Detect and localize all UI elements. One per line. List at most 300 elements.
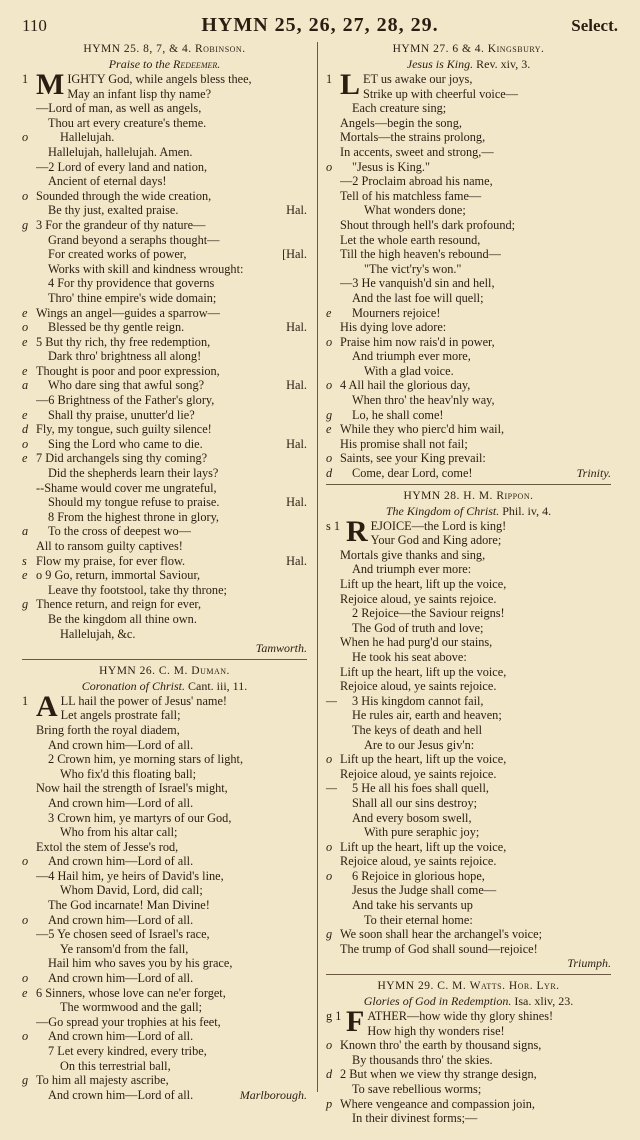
verse-line (326, 738, 611, 753)
dynamic-mark (326, 665, 340, 680)
line-text: And every bosom swell, (352, 810, 472, 825)
line-text: —6 Brightness of the Father's glory, (36, 393, 215, 408)
line-text: Lift up the heart, lift up the voice, (340, 839, 507, 854)
line-text: With pure seraphic joy; (364, 825, 480, 840)
dynamic-mark (326, 349, 340, 364)
verse-line (326, 548, 611, 563)
verse-line (22, 1029, 307, 1044)
dynamic-mark: d (22, 422, 29, 437)
verse-line (326, 577, 611, 592)
line-text: Sing the Lord who came to die. (48, 436, 203, 451)
verse-line (326, 233, 611, 248)
line-text: Thro' thine empire's wide domain; (48, 290, 217, 305)
dynamic-mark: e (22, 568, 28, 583)
dynamic-mark: e (326, 422, 332, 437)
hymn-tune: Duman. (191, 664, 230, 677)
dynamic-mark (22, 1059, 36, 1074)
line-text: To save rebellious worms; (352, 1082, 482, 1096)
refrain-mark (303, 189, 307, 204)
verse-line (22, 1059, 307, 1074)
hymn-heading (22, 664, 307, 679)
dynamic-mark (22, 883, 36, 898)
verse-line (326, 811, 611, 826)
refrain-mark (607, 738, 611, 753)
dynamic-mark (22, 262, 36, 277)
dynamic-mark (22, 869, 36, 884)
refrain-mark (607, 189, 611, 204)
dynamic-mark (22, 466, 36, 481)
verse-line (22, 408, 307, 423)
line-text: Rejoice aloud, ye saints rejoice. (340, 591, 497, 606)
verse-line: ATHER—how wide thy glory shines! (367, 1009, 554, 1024)
verse-line (326, 752, 611, 767)
dynamic-mark (326, 577, 340, 592)
refrain-mark (303, 869, 307, 884)
line-text: 8 From the highest throne in glory, (48, 509, 219, 524)
verse-line (326, 942, 611, 957)
verse-line (326, 174, 611, 189)
verse-line (326, 869, 611, 884)
verse-line (22, 335, 307, 350)
verse-line (22, 854, 307, 869)
verse-line (326, 364, 611, 379)
dynamic-mark (22, 781, 36, 796)
refrain-mark (607, 378, 611, 393)
right-column (326, 42, 611, 1126)
dynamic-mark (326, 825, 340, 840)
hymn-heading (326, 489, 611, 504)
verse-line (326, 1082, 611, 1097)
line-text: Grand beyond a seraphs thought— (48, 232, 220, 247)
dynamic-mark (326, 767, 340, 782)
refrain-mark (303, 130, 307, 145)
refrain-mark (303, 218, 307, 233)
verse-line (22, 956, 307, 971)
page-number: 110 (22, 16, 47, 35)
line-text: He rules air, earth and heaven; (352, 708, 502, 723)
verse-line (326, 562, 611, 577)
refrain-mark (303, 451, 307, 466)
dynamic-mark (22, 1044, 36, 1059)
refrain-mark (303, 160, 307, 175)
line-text: To their eternal home: (364, 912, 473, 927)
refrain-mark (607, 1038, 611, 1053)
verse-line (22, 1000, 307, 1015)
line-text: Whom David, Lord, did call; (60, 883, 203, 898)
running-title: HYMN 25, 26, 27, 28, 29. (201, 14, 439, 36)
line-text: Mourners rejoice! (352, 305, 441, 320)
verse-line (326, 1038, 611, 1053)
dynamic-mark (326, 145, 340, 160)
dynamic-mark: — (326, 693, 337, 708)
refrain-mark (607, 291, 611, 306)
refrain-mark (303, 262, 307, 277)
refrain-mark (303, 364, 307, 379)
dynamic-mark: o (326, 334, 333, 349)
line-text: Mortals—the strains prolong, (340, 130, 486, 145)
line-text: The keys of death and hell (352, 722, 483, 737)
dynamic-mark (326, 708, 340, 723)
refrain-mark (607, 320, 611, 335)
line-text: Should my tongue refuse to praise. (48, 495, 220, 510)
dynamic-mark: g (326, 407, 333, 422)
verse-line: EJOICE—the Lord is king! (370, 518, 507, 533)
refrain-mark (303, 825, 307, 840)
line-text: And triumph ever more: (352, 562, 472, 577)
dynamic-mark (326, 291, 340, 306)
hymn-tune: Kingsbury. (487, 43, 545, 55)
dynamic-mark (22, 927, 36, 942)
verse-line (22, 116, 307, 131)
refrain-mark: [Hal. (282, 247, 307, 262)
line-text: Who fix'd this floating ball; (60, 766, 197, 781)
refrain-mark (303, 583, 307, 598)
hymn-separator (326, 484, 611, 485)
verse-line (326, 694, 611, 709)
dynamic-mark (326, 548, 340, 563)
refrain-mark (303, 1029, 307, 1044)
verse-line (326, 796, 611, 811)
dynamic-mark (22, 291, 36, 306)
refrain-mark (607, 811, 611, 826)
line-text: —Go spread your trophies at his feet, (36, 1014, 221, 1029)
verse-line (22, 524, 307, 539)
dynamic-mark (22, 495, 36, 510)
line-text: And crown him—Lord of all. (48, 971, 194, 986)
verse-line (326, 1111, 611, 1126)
line-text: Extol the stem of Jesse's rod, (36, 839, 179, 854)
verse-line (22, 306, 307, 321)
refrain-mark (303, 752, 307, 767)
verse-line (22, 437, 307, 452)
verse-line (326, 335, 611, 350)
line-text: Shall all our sins destroy; (352, 795, 478, 810)
line-text: And crown him—Lord of all. (48, 1029, 194, 1044)
refrain-mark (607, 825, 611, 840)
refrain-mark (607, 364, 611, 379)
line-text: Be thy just, exalted praise. (48, 203, 179, 218)
refrain-mark (607, 335, 611, 350)
line-text: Wings an angel—guides a sparrow— (36, 305, 220, 320)
dynamic-mark (326, 262, 340, 277)
line-text: 2 Crown him, ye morning stars of light, (48, 752, 244, 767)
dynamic-mark (22, 956, 36, 971)
verse-line (326, 160, 611, 175)
verse-line (22, 495, 307, 510)
dynamic-mark (22, 233, 36, 248)
refrain-mark (303, 101, 307, 116)
verse-line (22, 262, 307, 277)
verse-line (22, 466, 307, 481)
subtitle-text: Coronation of Christ. (81, 678, 185, 693)
line-text: 3 His kingdom cannot fail, (352, 693, 484, 708)
dynamic-mark (326, 562, 340, 577)
refrain-mark (607, 1111, 611, 1126)
line-text: —Lord of man, as well as angels, (36, 101, 202, 116)
scripture-reference: Rev. xiv, 3. (476, 57, 531, 71)
hymn-separator (22, 659, 307, 660)
line-text: Hallelujah, &c. (60, 626, 136, 641)
verse-line (22, 130, 307, 145)
dynamic-mark: e (22, 363, 28, 378)
running-head (22, 14, 618, 44)
hymn-tune: Rippon. (496, 489, 534, 502)
refrain-mark: Hal. (286, 495, 307, 510)
refrain-mark (607, 650, 611, 665)
refrain-mark: Hal. (286, 436, 307, 451)
refrain-mark: Hal. (286, 378, 307, 393)
verse-line (326, 723, 611, 738)
dynamic-mark: o (22, 436, 29, 451)
line-text: Thought is poor and poor expression, (36, 363, 220, 378)
hymn-25 (22, 42, 307, 656)
refrain-mark (303, 1044, 307, 1059)
verse-line (326, 708, 611, 723)
line-text: And take his servants up (352, 898, 473, 913)
verse-line (22, 971, 307, 986)
refrain-mark (303, 393, 307, 408)
line-text: 3 Crown him, ye martyrs of our God, (48, 810, 232, 825)
hymn-heading (22, 42, 307, 57)
hymn-subtitle (326, 994, 611, 1009)
hymn-subtitle (22, 57, 307, 72)
line-text: And crown him—Lord of all. (48, 1087, 194, 1102)
hymn-lines (326, 1038, 611, 1126)
refrain-mark (607, 898, 611, 913)
line-text: Shout through hell's dark profound; (340, 217, 516, 232)
refrain-mark: Hal. (286, 203, 307, 218)
subtitle-caps: Redeemer. (173, 57, 221, 71)
verse-line (22, 767, 307, 782)
refrain-mark (303, 408, 307, 423)
verse-line (22, 796, 307, 811)
line-text: While they who pierc'd him wail, (340, 422, 505, 437)
dynamic-mark (22, 898, 36, 913)
dynamic-mark (22, 276, 36, 291)
line-text: In accents, sweet and strong,— (340, 144, 494, 159)
verse-line (326, 262, 611, 277)
line-text: —2 Proclaim abroad his name, (340, 174, 493, 189)
drop-cap: A (36, 689, 58, 723)
line-text: Who dare sing that awful song? (48, 378, 205, 393)
refrain-mark (607, 665, 611, 680)
refrain-mark (303, 913, 307, 928)
verse-line (22, 481, 307, 496)
dynamic-mark: a (22, 378, 29, 393)
line-text: —4 Hail him, ye heirs of David's line, (36, 868, 224, 883)
verse-line (22, 986, 307, 1001)
line-text: And crown him—Lord of all. (48, 737, 194, 752)
verse-line (22, 174, 307, 189)
refrain-mark (303, 767, 307, 782)
verse-line (22, 539, 307, 554)
refrain-mark (303, 1000, 307, 1015)
dynamic-mark (326, 437, 340, 452)
dynamic-mark (22, 825, 36, 840)
dynamic-mark: p (326, 1096, 333, 1111)
verse-line (22, 1015, 307, 1030)
refrain-mark (303, 942, 307, 957)
refrain-mark (607, 349, 611, 364)
refrain-mark (607, 233, 611, 248)
refrain-mark (303, 597, 307, 612)
closing-tune: Trinity. (576, 466, 611, 481)
dynamic-mark (326, 635, 340, 650)
refrain-mark (303, 612, 307, 627)
verse-line (326, 1097, 611, 1112)
hymn-lines (326, 548, 611, 957)
dynamic-mark (326, 101, 340, 116)
verse-line (326, 145, 611, 160)
dynamic-mark (22, 203, 36, 218)
verse-line (22, 378, 307, 393)
dynamic-mark: o (22, 1029, 29, 1044)
dynamic-mark: g (326, 927, 333, 942)
verse-line (326, 592, 611, 607)
refrain-mark (607, 942, 611, 957)
refrain-mark (607, 262, 611, 277)
verse-line (326, 437, 611, 452)
refrain-mark (303, 811, 307, 826)
line-text: Saints, see your King prevail: (340, 451, 486, 466)
dynamic-mark (326, 723, 340, 738)
refrain-mark (607, 101, 611, 116)
line-text: Hail him who saves you by his grace, (48, 956, 233, 971)
line-text: By thousands thro' the skies. (352, 1052, 493, 1067)
line-text: —2 Lord of every land and nation, (36, 159, 208, 174)
subtitle-text: Jesus is King. (406, 57, 474, 71)
line-text: When thro' the heav'nly way, (352, 393, 495, 408)
verse-line (22, 781, 307, 796)
dynamic-mark (22, 1000, 36, 1015)
dynamic-mark (326, 1053, 340, 1068)
hymn-number: HYMN 27. 6 & 4. (392, 43, 485, 55)
first-verse-opening (22, 689, 307, 723)
dynamic-mark: g (22, 597, 29, 612)
line-text: Lift up the heart, lift up the voice, (340, 577, 507, 591)
verse-line (22, 233, 307, 248)
dynamic-mark (22, 1015, 36, 1030)
line-text: Are to our Jesus giv'n: (364, 737, 475, 752)
dynamic-mark: o (326, 839, 333, 854)
dynamic-mark: s (22, 553, 27, 568)
verse-line (326, 1053, 611, 1068)
dynamic-mark (326, 247, 340, 262)
line-text: --Shame would cover me ungrateful, (36, 480, 217, 495)
hymn-heading (326, 42, 611, 57)
refrain-mark (303, 539, 307, 554)
dynamic-mark (22, 1088, 36, 1103)
first-verse-opening (326, 514, 611, 548)
line-text: Lift up the heart, lift up the voice, (340, 752, 507, 767)
verse-line (22, 247, 307, 262)
dynamic-mark: o (22, 912, 29, 927)
dynamic-mark (22, 723, 36, 738)
dynamic-mark (22, 840, 36, 855)
dynamic-mark (326, 320, 340, 335)
dynamic-mark (326, 854, 340, 869)
line-text: Ye ransom'd from the fall, (60, 941, 189, 956)
line-text: 7 Did archangels sing thy coming? (36, 451, 208, 466)
verse-line (326, 218, 611, 233)
dynamic-mark (326, 942, 340, 957)
verse-line (326, 665, 611, 680)
line-text: 6 Sinners, whose love can ne'er forget, (36, 985, 226, 1000)
line-text: Fly, my tongue, such guilty silence! (36, 422, 212, 437)
verse-line (326, 130, 611, 145)
refrain-mark (303, 276, 307, 291)
dynamic-mark: e (22, 985, 28, 1000)
refrain-mark (607, 577, 611, 592)
refrain-mark (303, 956, 307, 971)
refrain-mark (303, 466, 307, 481)
refrain-mark (607, 422, 611, 437)
refrain-mark (607, 393, 611, 408)
refrain-mark (303, 1073, 307, 1088)
verse-line (22, 597, 307, 612)
line-text: Praise him now rais'd in power, (340, 334, 495, 349)
line-text: 5 But thy rich, thy free redemption, (36, 334, 211, 349)
dynamic-mark (326, 189, 340, 204)
dynamic-mark (326, 606, 340, 621)
verse-line (22, 568, 307, 583)
hymn-number: HYMN 29. C. M. (377, 980, 467, 993)
refrain-mark (607, 174, 611, 189)
refrain-mark (303, 306, 307, 321)
line-text: Dark thro' brightness all along! (48, 349, 202, 364)
line-text: Mortals give thanks and sing, (340, 547, 486, 562)
verse-line (22, 393, 307, 408)
line-text: —5 Ye chosen seed of Israel's race, (36, 927, 210, 942)
verse-line (326, 650, 611, 665)
dynamic-mark: o (326, 378, 333, 393)
refrain-mark (607, 130, 611, 145)
dynamic-mark (326, 738, 340, 753)
verse-line (22, 291, 307, 306)
refrain-mark (303, 524, 307, 539)
dynamic-mark: e (326, 305, 332, 320)
dynamic-mark (22, 752, 36, 767)
verse-line (22, 510, 307, 525)
line-text: In their divinest forms;— (352, 1111, 478, 1126)
drop-cap: F (346, 1005, 365, 1039)
dynamic-mark (22, 174, 36, 189)
column-divider (317, 42, 318, 1092)
line-text: —3 He vanquish'd sin and hell, (340, 276, 495, 291)
line-text: "The vict'ry's won." (364, 261, 462, 276)
dynamic-mark (326, 679, 340, 694)
dynamic-mark (326, 898, 340, 913)
verse-line (22, 811, 307, 826)
refrain-mark (607, 218, 611, 233)
dynamic-mark (326, 1111, 340, 1126)
dynamic-mark (326, 796, 340, 811)
hymn-lines (326, 101, 611, 480)
scripture-reference: Cant. iii, 11. (188, 678, 248, 693)
line-text: 5 He all his foes shall quell, (352, 781, 489, 796)
verse-line: Your God and King adore; (370, 533, 502, 548)
verse-line (326, 825, 611, 840)
dynamic-mark (22, 101, 36, 116)
line-text: And crown him—Lord of all. (48, 795, 194, 810)
verse-line (22, 869, 307, 884)
line-text: Lift up the heart, lift up the voice, (340, 664, 507, 679)
verse-line (22, 320, 307, 335)
verse-line (326, 466, 611, 481)
verse-line (22, 612, 307, 627)
dynamic-mark (22, 738, 36, 753)
verse-line: ET us awake our joys, (363, 72, 473, 86)
